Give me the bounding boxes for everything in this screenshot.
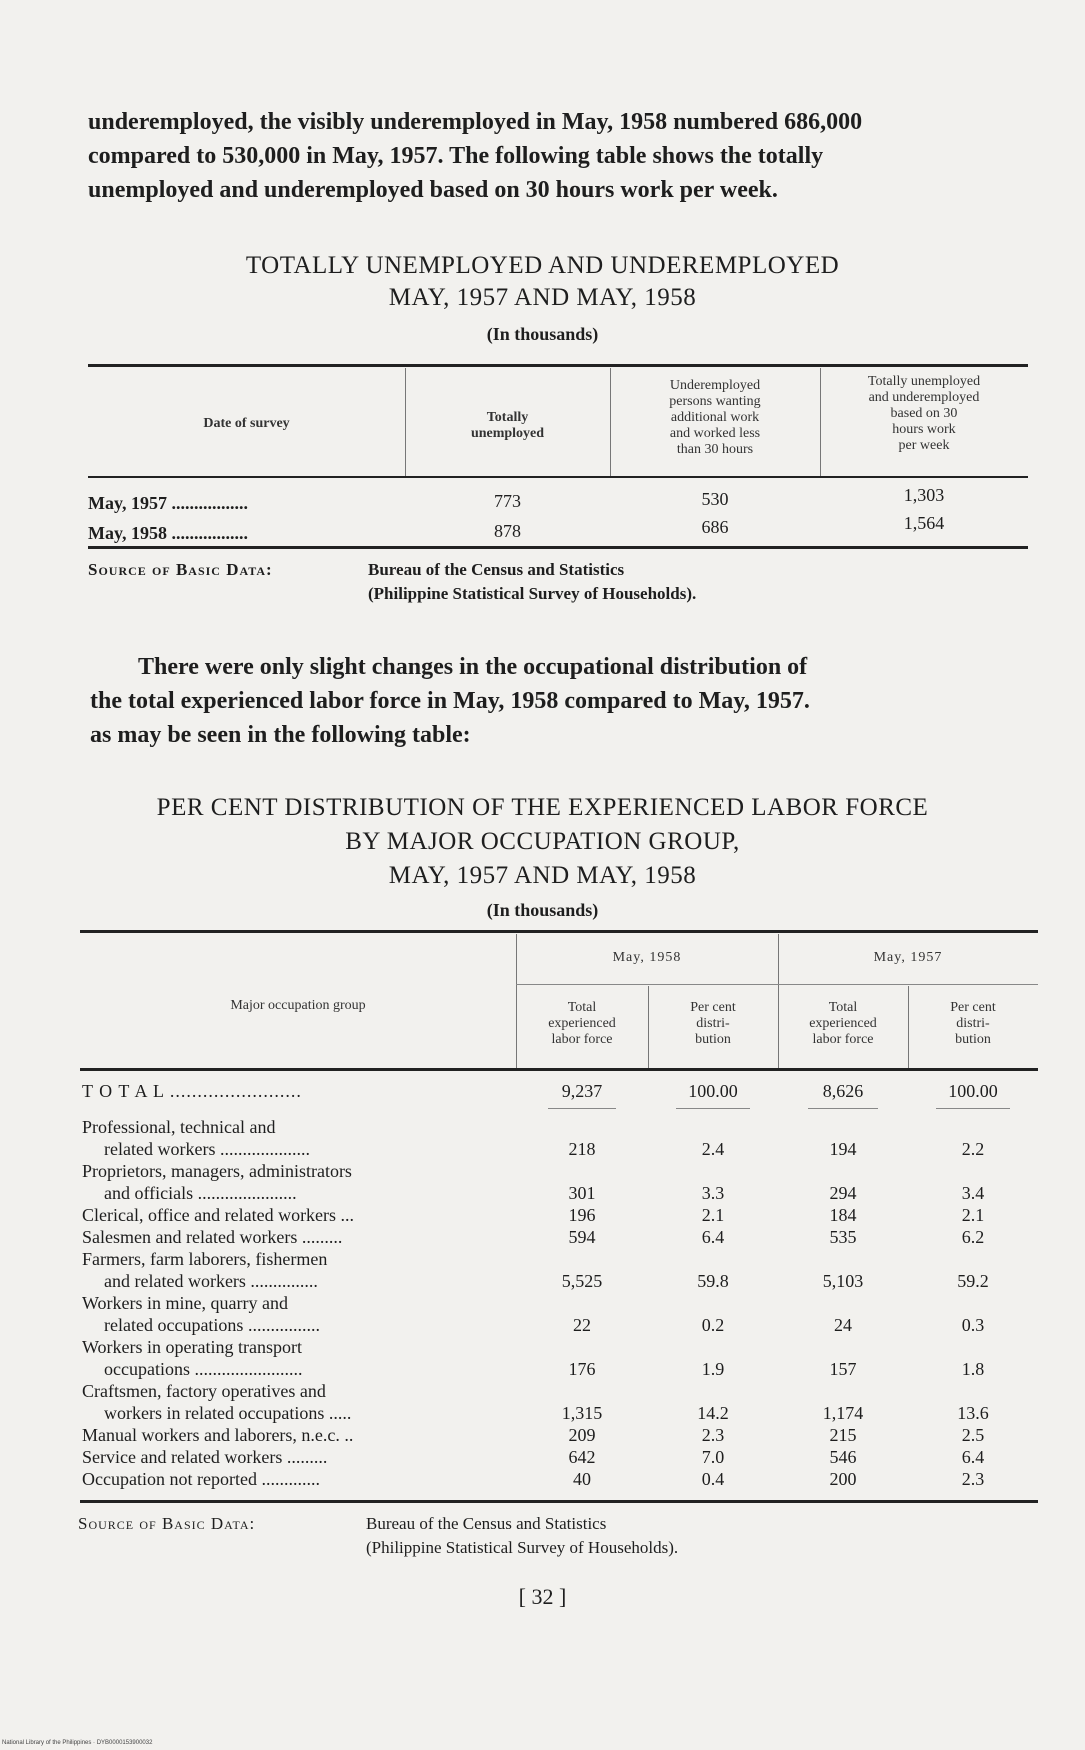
row-label-line: Occupation not reported ............. [82,1469,320,1489]
total-underline [936,1108,1010,1109]
header-line: Per cent [690,1000,736,1015]
header-line: Total [828,1000,858,1015]
table2-bottom-rule [80,1500,1038,1503]
source-label: Source of Basic Data: [88,560,273,579]
header-line: hours work [892,422,956,437]
table1-header-total [820,374,1028,454]
row-value: 40 [573,1469,591,1489]
row-label-line: related occupations ................ [104,1315,320,1335]
source-label: Source of Basic Data: [78,1514,256,1533]
row-value: 194 [829,1139,857,1159]
header-line: Per cent [950,1000,996,1015]
row-value: 3.3 [701,1183,725,1203]
row-label-line: Workers in operating transport [82,1337,302,1357]
row-label-line: related workers .................... [104,1139,310,1159]
table2-subheader [648,1000,778,1048]
row-label-line: Service and related workers ......... [82,1447,328,1467]
footer-text: National Library of the Philippines · DYB0000153900032 [2,1740,153,1746]
table1-header-date [88,416,405,432]
table1-bottom-rule [88,546,1028,549]
table2-header-period: May, 1958 [612,950,682,965]
row-label-line: Workers in mine, quarry and [82,1293,288,1313]
row-label-line: Craftsmen, factory operatives and [82,1381,326,1401]
row-value: 59.2 [957,1271,989,1291]
middle-paragraph [90,650,1030,752]
header-line: labor force [551,1032,613,1047]
table2-header-rule [80,1068,1038,1071]
row-label-line: workers in related occupations ..... [104,1403,352,1423]
row-value: 642 [568,1447,596,1467]
row-value: 215 [829,1425,857,1445]
intro-paragraph [88,105,1028,207]
table2-subheader [778,1000,908,1048]
row-label-line: Clerical, office and related workers ... [82,1205,355,1225]
row-label-line: occupations ........................ [104,1359,303,1379]
middle-line: There were only slight changes in the occupational distribution of [138,654,808,680]
table2-header-period: May, 1957 [873,950,943,965]
row-value: 7.0 [701,1447,725,1467]
row-value: 100.00 [688,1081,738,1101]
table2-period-rule [516,984,1038,985]
row-value: 2.4 [701,1139,725,1159]
header-line: persons wanting [669,394,761,409]
row-value: 2.1 [701,1205,725,1225]
row-value: 1,315 [561,1403,603,1423]
row-value: 59.8 [697,1271,729,1291]
source-line: (Philippine Statistical Survey of Households). [368,584,697,603]
source-line: Bureau of the Census and Statistics [368,560,625,579]
row-label-line: Salesmen and related workers ......... [82,1227,343,1247]
table2-title-line: MAY, 1957 AND MAY, 1958 [388,862,697,889]
row-value: 594 [568,1227,596,1247]
row-label-line: Manual workers and laborers, n.e.c. .. [82,1425,354,1445]
header-line: Date of survey [203,416,290,431]
header-line: bution [695,1032,731,1047]
header-line: bution [955,1032,991,1047]
header-line: distri- [956,1016,990,1031]
table1-header-underemployed [610,378,820,458]
table2-subheader [908,1000,1038,1048]
row-label: May, 1957 ................. [88,493,248,513]
row-value: 2.1 [961,1205,985,1225]
row-value: 0.3 [961,1315,985,1335]
total-underline [808,1108,878,1109]
row-label: May, 1958 ................. [88,523,248,543]
row-value: 184 [829,1205,857,1225]
table1-header-unemployed [405,410,610,442]
header-line: based on 30 [890,406,958,421]
header-line: experienced [548,1016,616,1031]
header-line: experienced [809,1016,877,1031]
row-value: 8,626 [822,1081,864,1101]
row-value: 1,564 [903,513,945,533]
header-line: unemployed [470,426,545,441]
row-value: 2.3 [961,1469,985,1489]
row-value: 200 [829,1469,857,1489]
table2-title-line: BY MAJOR OCCUPATION GROUP, [345,828,740,855]
row-value: 100.00 [948,1081,998,1101]
intro-line: unemployed and underemployed based on 30 hours work per week. [88,177,778,203]
row-value: 9,237 [561,1081,603,1101]
row-label-line: and related workers ............... [104,1271,318,1291]
row-value: 686 [701,517,729,537]
row-value: 535 [829,1227,857,1247]
row-value: 1.9 [701,1359,725,1379]
row-value: 301 [568,1183,596,1203]
header-line: per week [898,438,950,453]
header-line: additional work [670,410,760,425]
header-line: distri- [696,1016,730,1031]
table2-subheader [516,1000,648,1048]
row-value: 14.2 [697,1403,729,1423]
row-value: 6.4 [961,1447,985,1467]
header-line: Totally unemployed [867,374,981,389]
row-value: 1,174 [822,1403,864,1423]
table2-units: (In thousands) [486,900,599,920]
row-value: 773 [494,491,521,511]
total-underline [676,1108,750,1109]
row-value: 157 [829,1359,857,1379]
row-value: 1,303 [903,485,945,505]
table1-header-rule [88,476,1028,478]
row-value: 878 [494,521,521,541]
header-line: labor force [812,1032,874,1047]
total-underline [548,1108,616,1109]
row-label-line: Farmers, farm laborers, fishermen [82,1249,328,1269]
source-line: (Philippine Statistical Survey of Households). [366,1538,679,1557]
middle-line: as may be seen in the following table: [90,722,471,748]
row-value: 294 [829,1183,857,1203]
table1-units: (In thousands) [486,324,599,344]
table1-title-line: MAY, 1957 AND MAY, 1958 [388,284,697,311]
row-value: 530 [701,489,729,509]
row-value: 2.5 [961,1425,985,1445]
page-number: [ 32 ] [518,1584,567,1609]
middle-line: the total experienced labor force in May, 1958 compared to May, 1957. [90,688,810,714]
row-value: 13.6 [957,1403,989,1423]
table1-top-rule [88,364,1028,367]
header-line: Total [567,1000,597,1015]
row-value: 5,525 [561,1271,603,1291]
row-value: 24 [834,1315,852,1335]
header-line: Totally [486,410,529,425]
row-value: 2.2 [961,1139,985,1159]
row-value: 3.4 [961,1183,985,1203]
table2-top-rule [80,930,1038,933]
table2-header-group: Major occupation group [230,998,366,1013]
row-value: 6.4 [701,1227,725,1247]
row-label-line: and officials ...................... [104,1183,297,1203]
row-value: 209 [568,1425,596,1445]
intro-line: underemployed, the visibly underemployed in May, 1958 numbered 686,000 [88,109,863,135]
table2-title-line: PER CENT DISTRIBUTION OF THE EXPERIENCED LABOR FORCE [156,794,929,821]
row-value: 22 [573,1315,591,1335]
header-line: than 30 hours [676,442,754,457]
row-value: 546 [829,1447,857,1467]
source-line: Bureau of the Census and Statistics [366,1514,607,1533]
row-value: 0.2 [701,1315,725,1335]
header-line: Underemployed [669,378,761,393]
row-value: 2.3 [701,1425,725,1445]
row-value: 5,103 [822,1271,864,1291]
row-value: 6.2 [961,1227,985,1247]
row-value: 0.4 [701,1469,725,1489]
row-value: 1.8 [961,1359,985,1379]
row-label: T O T A L ........................ [82,1081,302,1101]
row-value: 218 [568,1139,596,1159]
table1-title-line: TOTALLY UNEMPLOYED AND UNDEREMPLOYED [245,252,840,279]
header-line: and underemployed [868,390,980,405]
intro-line: compared to 530,000 in May, 1957. The following table shows the totally [88,143,824,169]
row-label-line: Professional, technical and [82,1117,276,1137]
row-value: 196 [568,1205,596,1225]
header-line: and worked less [669,426,761,441]
row-value: 176 [568,1359,596,1379]
row-label-line: Proprietors, managers, administrators [82,1161,352,1181]
